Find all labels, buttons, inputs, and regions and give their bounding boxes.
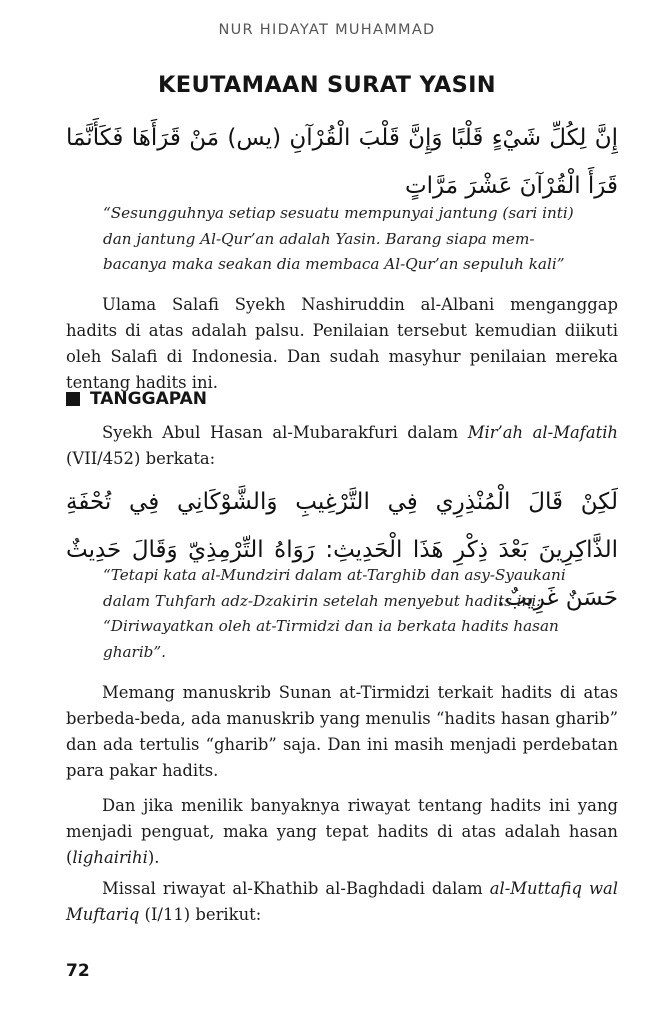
square-bullet-icon xyxy=(66,392,80,406)
paragraph-khathib xyxy=(66,876,618,928)
paragraph-mubarakfuri xyxy=(66,420,618,472)
paragraph-text: Missal riwayat al-Khathib al-Baghdadi dalam xyxy=(102,879,490,898)
hadith-translation: “Sesungguhnya setiap sesuatu mempunyai jantung (sari inti) dan jantung Al-Qur’an adalah Yasin. Barang siapa mem-bacanya maka seakan dia membaca Al-Qur’an sepuluh kali” xyxy=(103,204,574,273)
paragraph-text: (I/11) berikut: xyxy=(139,905,262,924)
page-number: 72 xyxy=(66,961,90,981)
section-heading xyxy=(66,389,207,409)
arabic-hadith-text: إِنَّ لِكُلِّ شَيْءٍ قَلْبًا وَإِنَّ قَلْبَ الْقُرْآنِ (يس) مَنْ قَرَأَهَا فَكَأَنَّمَا قَرَأَ الْقُرْآنَ عَشْرَ مَرَّاتٍ xyxy=(66,125,618,199)
paragraph-text: (VII/452) berkata: xyxy=(66,449,216,468)
running-head: NUR HIDAYAT MUHAMMAD xyxy=(218,22,436,38)
book-title: al-Muttafiq wal Muftariq xyxy=(66,879,619,924)
paragraph-text: ). xyxy=(147,848,160,867)
paragraph-manuscript: Memang manuskrib Sunan at-Tirmidzi terkait hadits di atas berbeda-beda, ada manuskrib yang menulis “hadits hasan gharib” dan ada tertulis “gharib” saja. Dan ini masih menjadi perdebatan para pakar hadits. xyxy=(66,683,618,780)
quote-translation: “Tetapi kata al-Mundziri dalam at-Targhib dan asy-Syaukani dalam Tuhfarh adz-Dzakirin setelah menyebut hadits ini: “Diriwayatkan oleh at-Tirmidzi dan ia berkata hadits hasan gharib”. xyxy=(103,566,566,661)
section-heading-label: TANGGAPAN xyxy=(90,389,208,409)
arabic-quote-text: لَكِنْ قَالَ الْمُنْذِرِي فِي التَّرْغِيبِ وَالشَّوْكَانِي فِي تُحْفَةِ الذَّاكِرِينَ بَعْدَ ذِكْرِ هَذَا الْحَدِيثِ: رَوَاهُ التِّرْمِذِيّ وَقَالَ حَدِيثٌ حَسَنٌ غَرِيبٌ. xyxy=(66,489,618,611)
paragraph-conclusion xyxy=(66,793,618,871)
paragraph-albani: Ulama Salafi Syekh Nashiruddin al-Albani menganggap hadits di atas adalah palsu. Penilaian tersebut kemudian diikuti oleh Salafi di Indonesia. Dan sudah masyhur penilaian mereka tentang hadits ini. xyxy=(66,295,618,392)
paragraph-text: Syekh Abul Hasan al-Mubarakfuri dalam xyxy=(102,423,468,442)
book-title: Mir’ah al-Mafatih xyxy=(467,423,618,442)
term-italic: lighairihi xyxy=(72,848,148,867)
paragraph-text: Dan jika menilik banyaknya riwayat tentang hadits ini yang menjadi penguat, maka yang tepat hadits di atas adalah hasan ( xyxy=(66,796,618,867)
chapter-title: KEUTAMAAN SURAT YASIN xyxy=(158,72,496,98)
